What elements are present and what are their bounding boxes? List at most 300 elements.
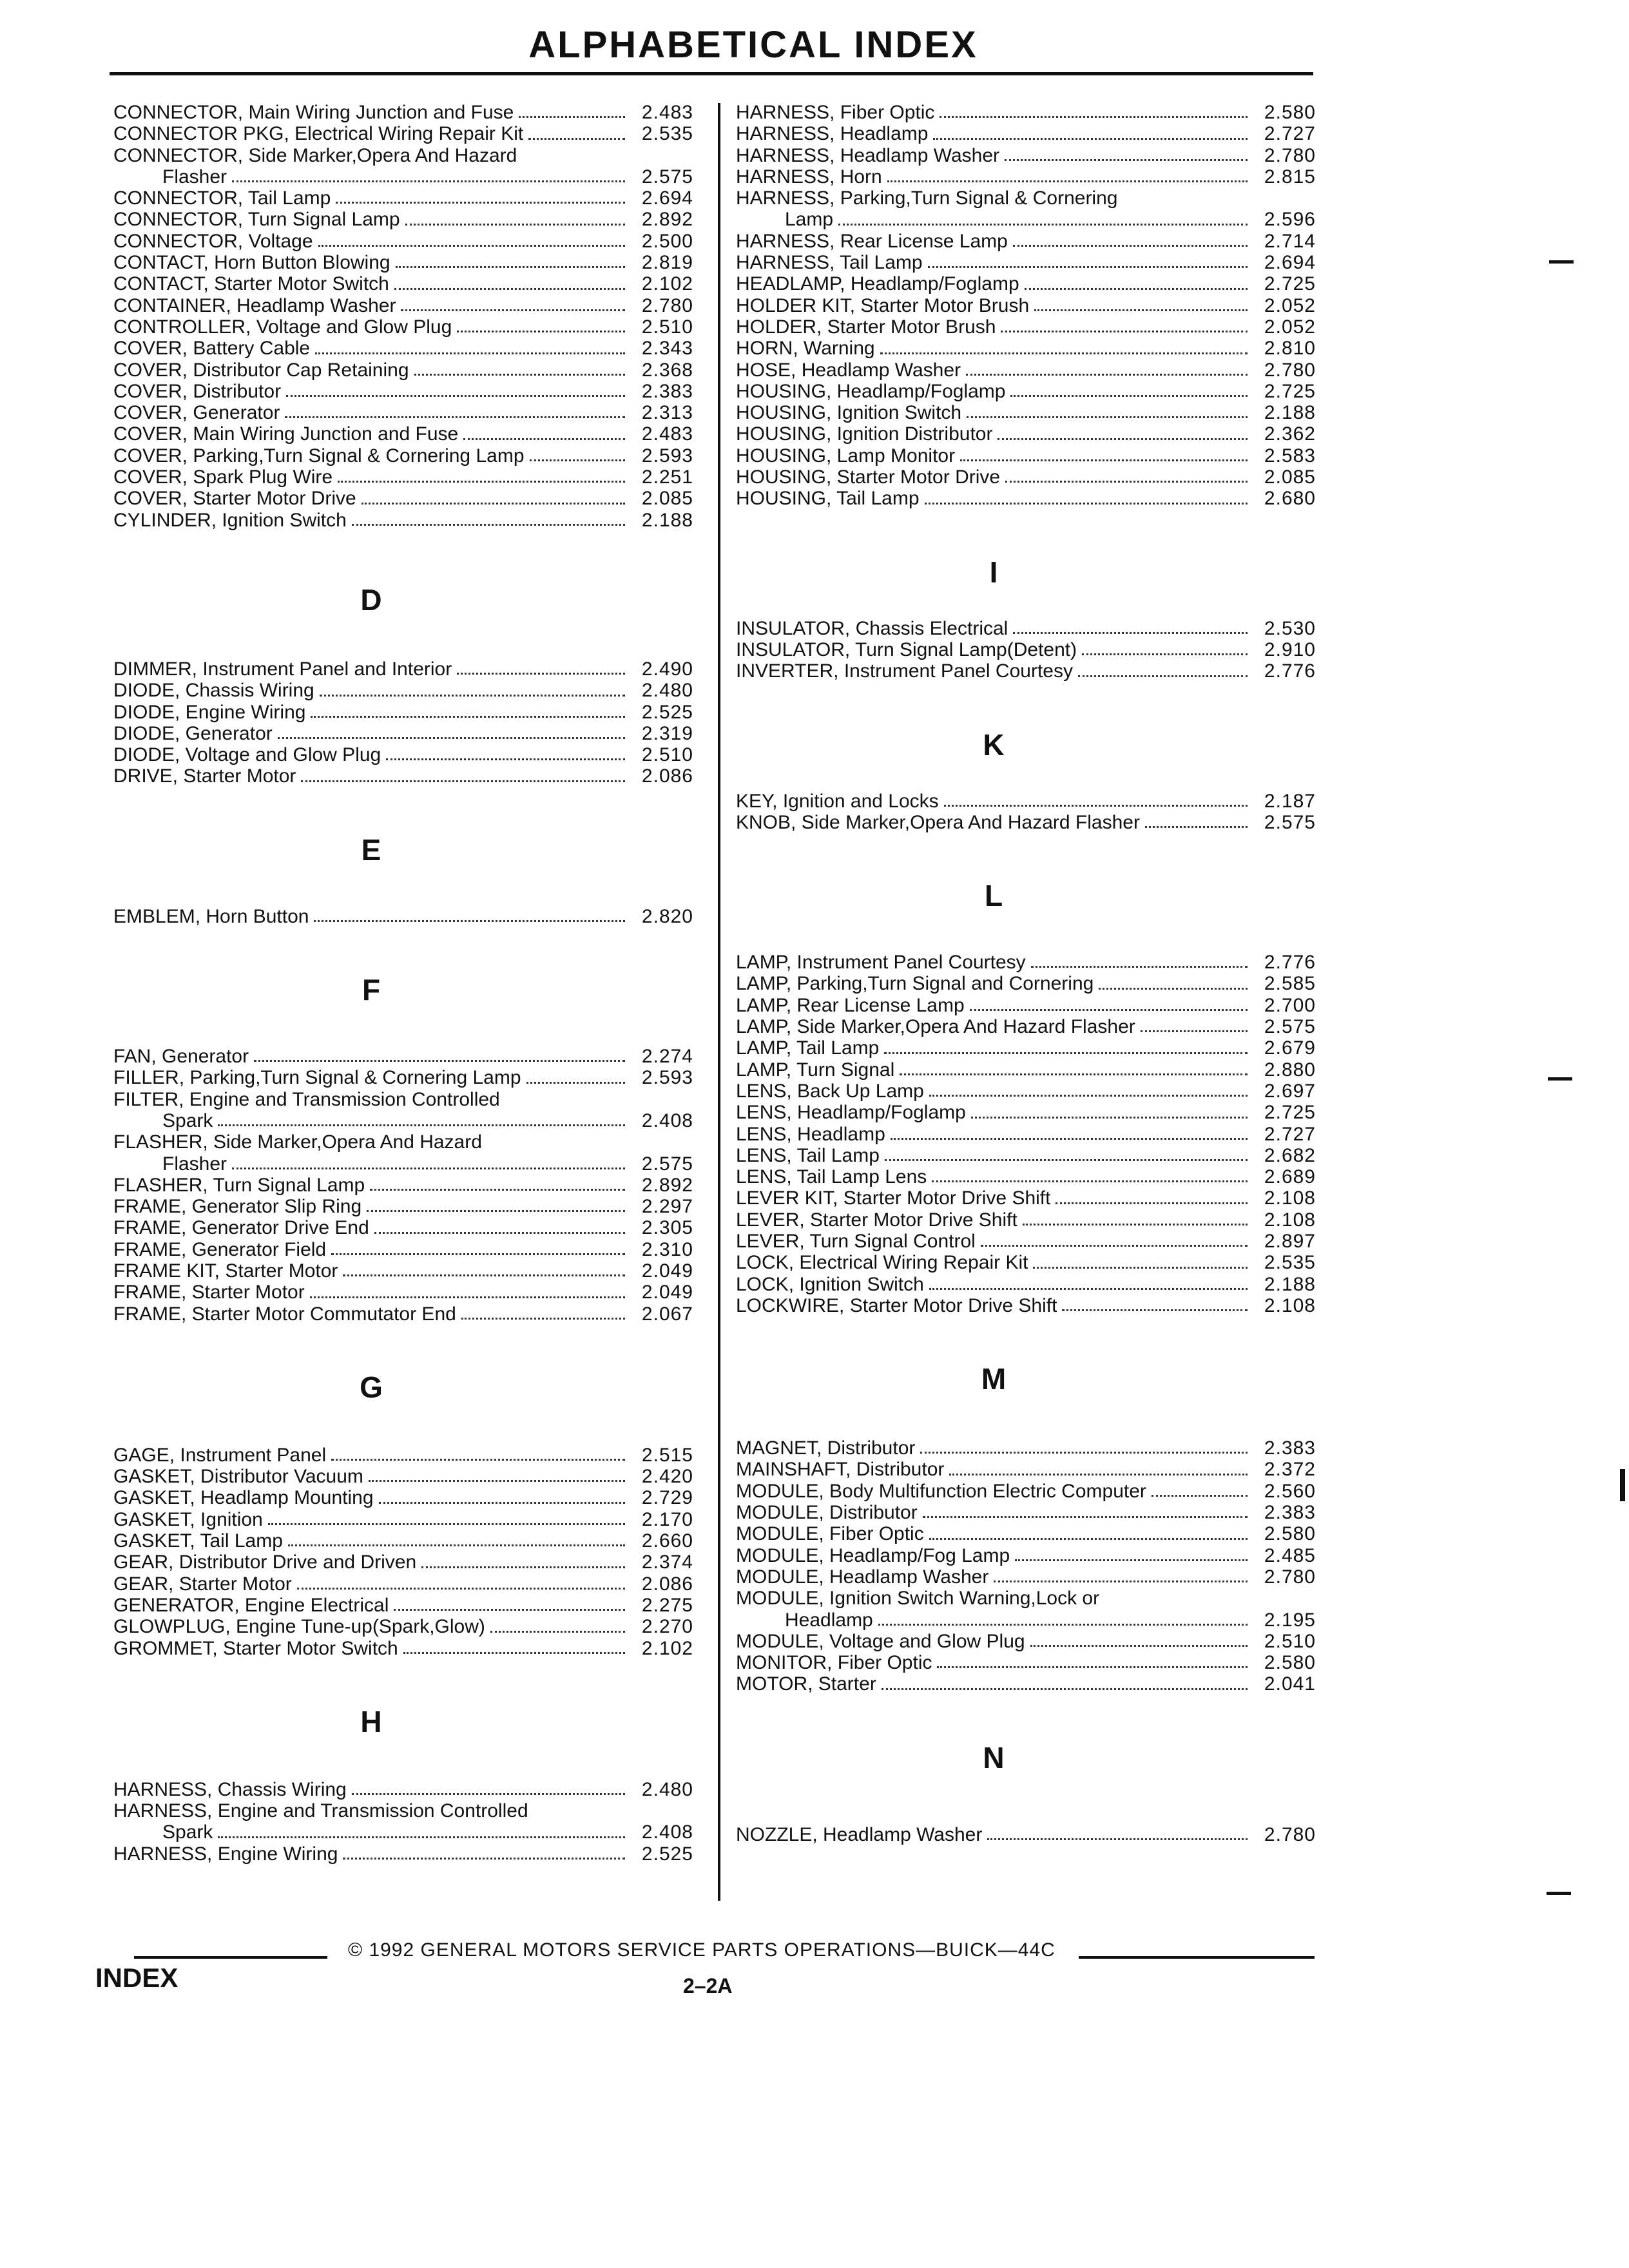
index-entry bbox=[113, 1595, 693, 1616]
dot-leader bbox=[343, 1274, 625, 1276]
index-entry bbox=[113, 209, 693, 230]
entry-label: LENS, Tail Lamp bbox=[736, 1144, 880, 1166]
entry-label: HOSE, Headlamp Washer bbox=[736, 359, 961, 381]
entry-page-number: 2.343 bbox=[641, 338, 693, 360]
index-entry bbox=[113, 166, 693, 187]
entry-page-number: 2.383 bbox=[1264, 1437, 1316, 1459]
entry-page-number: 2.780 bbox=[1264, 1566, 1316, 1588]
index-entry bbox=[113, 1552, 693, 1573]
dot-leader bbox=[386, 758, 625, 760]
index-entry bbox=[113, 906, 693, 927]
entry-page-number: 2.052 bbox=[1264, 294, 1316, 316]
entry-page-number: 2.483 bbox=[641, 102, 693, 123]
dot-leader bbox=[526, 1082, 625, 1084]
entry-label-continued: Lamp bbox=[785, 209, 834, 231]
index-entry bbox=[113, 1638, 693, 1659]
dot-leader bbox=[933, 138, 1248, 140]
dot-leader bbox=[463, 438, 625, 440]
index-entry bbox=[113, 1282, 693, 1303]
margin-mark bbox=[1547, 1892, 1571, 1895]
entry-label: MODULE, Ignition Switch Warning,Lock or bbox=[736, 1588, 1100, 1610]
dot-leader bbox=[414, 374, 625, 376]
entry-label: CONTACT, Starter Motor Switch bbox=[113, 273, 389, 295]
index-entry-label bbox=[736, 1588, 1316, 1609]
dot-leader bbox=[457, 331, 625, 332]
entry-label: FRAME, Starter Motor bbox=[113, 1282, 305, 1303]
entry-label: HOUSING, Headlamp/Foglamp bbox=[736, 380, 1006, 402]
index-entry bbox=[736, 231, 1316, 252]
dot-leader bbox=[925, 503, 1248, 505]
entry-label: DIODE, Chassis Wiring bbox=[113, 680, 314, 702]
index-entry bbox=[736, 423, 1316, 445]
entry-label: HOUSING, Ignition Switch bbox=[736, 402, 962, 424]
dot-leader bbox=[966, 374, 1248, 376]
index-entry bbox=[113, 702, 693, 723]
footer-copyright: © 1992 GENERAL MOTORS SERVICE PARTS OPERATIONS—BUICK—44C bbox=[348, 1939, 1055, 1961]
index-entry bbox=[736, 1209, 1316, 1231]
index-entry bbox=[113, 402, 693, 423]
dot-leader bbox=[530, 459, 626, 461]
entry-page-number: 2.086 bbox=[641, 1573, 693, 1595]
section-heading-n: N bbox=[983, 1740, 1005, 1774]
index-entry bbox=[736, 1166, 1316, 1187]
index-entry bbox=[113, 102, 693, 123]
entry-label: MAINSHAFT, Distributor bbox=[736, 1459, 945, 1481]
right-index-column bbox=[736, 102, 1316, 1845]
entry-label: GROMMET, Starter Motor Switch bbox=[113, 1637, 398, 1659]
entry-label: LEVER, Starter Motor Drive Shift bbox=[736, 1209, 1017, 1231]
entry-page-number: 2.694 bbox=[1264, 252, 1316, 274]
entry-label: CONNECTOR, Main Wiring Junction and Fuse bbox=[113, 102, 514, 123]
dot-leader bbox=[320, 695, 625, 697]
entry-page-number: 2.910 bbox=[1264, 639, 1316, 660]
entry-page-number: 2.810 bbox=[1264, 338, 1316, 360]
dot-leader bbox=[361, 503, 625, 505]
dot-leader bbox=[401, 309, 625, 311]
dot-leader bbox=[1034, 309, 1248, 311]
index-entry bbox=[736, 295, 1316, 316]
index-entry bbox=[736, 1016, 1316, 1037]
entry-label-continued: Spark bbox=[162, 1110, 213, 1131]
dot-leader bbox=[1099, 988, 1248, 990]
entry-page-number: 2.776 bbox=[1264, 660, 1316, 682]
entry-label: NOZZLE, Headlamp Washer bbox=[736, 1823, 983, 1845]
dot-leader bbox=[1025, 288, 1248, 290]
index-entry bbox=[736, 1523, 1316, 1544]
index-entry bbox=[736, 145, 1316, 166]
entry-label: COVER, Distributor bbox=[113, 380, 282, 402]
entry-label: FILLER, Parking,Turn Signal & Cornering Lamp bbox=[113, 1067, 521, 1089]
entry-page-number: 2.575 bbox=[1264, 811, 1316, 833]
entry-label: LAMP, Tail Lamp bbox=[736, 1037, 880, 1059]
entry-page-number: 2.593 bbox=[641, 1067, 693, 1089]
entry-label: FRAME, Generator Drive End bbox=[113, 1217, 369, 1239]
dot-leader bbox=[944, 805, 1248, 807]
entry-page-number: 2.188 bbox=[1264, 1273, 1316, 1295]
entry-page-number: 2.305 bbox=[641, 1217, 693, 1239]
entry-page-number: 2.727 bbox=[1264, 123, 1316, 145]
dot-leader bbox=[1013, 632, 1248, 634]
entry-page-number: 2.480 bbox=[641, 680, 693, 702]
entry-label: HARNESS, Tail Lamp bbox=[736, 252, 923, 274]
entry-page-number: 2.729 bbox=[641, 1487, 693, 1509]
entry-page-number: 2.819 bbox=[641, 252, 693, 274]
section-heading-g: G bbox=[360, 1370, 383, 1404]
index-entry bbox=[736, 1274, 1316, 1295]
entry-label: COVER, Starter Motor Drive bbox=[113, 488, 356, 510]
entry-page-number: 2.525 bbox=[641, 701, 693, 723]
entry-label: LOCK, Electrical Wiring Repair Kit bbox=[736, 1252, 1028, 1274]
entry-page-number: 2.515 bbox=[641, 1444, 693, 1466]
footer-rule-left bbox=[134, 1956, 327, 1959]
dot-leader bbox=[396, 266, 625, 268]
dot-leader bbox=[1001, 331, 1248, 332]
entry-label: KNOB, Side Marker,Opera And Hazard Flasher bbox=[736, 811, 1140, 833]
entry-label: LAMP, Side Marker,Opera And Hazard Flasher bbox=[736, 1016, 1135, 1038]
entry-page-number: 2.714 bbox=[1264, 230, 1316, 252]
entry-page-number: 2.682 bbox=[1264, 1144, 1316, 1166]
index-entry bbox=[736, 488, 1316, 509]
dot-leader bbox=[301, 780, 625, 782]
entry-label: MODULE, Fiber Optic bbox=[736, 1523, 924, 1545]
entry-page-number: 2.383 bbox=[1264, 1502, 1316, 1524]
entry-page-number: 2.188 bbox=[641, 509, 693, 531]
entry-page-number: 2.583 bbox=[1264, 445, 1316, 466]
entry-label: MODULE, Headlamp/Fog Lamp bbox=[736, 1544, 1010, 1566]
dot-leader bbox=[331, 1253, 625, 1255]
entry-page-number: 2.580 bbox=[1264, 102, 1316, 123]
entry-page-number: 2.085 bbox=[641, 488, 693, 510]
section-heading-e: E bbox=[361, 832, 381, 867]
entry-page-number: 2.408 bbox=[641, 1821, 693, 1843]
index-entry bbox=[113, 488, 693, 509]
entry-label: FAN, Generator bbox=[113, 1046, 249, 1068]
entry-label: HARNESS, Headlamp Washer bbox=[736, 144, 1000, 166]
index-entry bbox=[113, 295, 693, 316]
index-entry bbox=[113, 744, 693, 765]
index-entry bbox=[736, 1059, 1316, 1081]
index-entry bbox=[113, 1843, 693, 1865]
index-entry bbox=[736, 973, 1316, 994]
dot-leader bbox=[421, 1566, 625, 1568]
entry-page-number: 2.490 bbox=[641, 658, 693, 680]
title-rule bbox=[110, 72, 1313, 75]
index-entry bbox=[736, 166, 1316, 187]
entry-label: DIODE, Generator bbox=[113, 722, 273, 744]
dot-leader bbox=[838, 224, 1248, 226]
dot-leader bbox=[379, 1502, 625, 1504]
entry-label: GASKET, Headlamp Mounting bbox=[113, 1487, 374, 1509]
dot-leader bbox=[967, 416, 1248, 418]
index-entry bbox=[736, 1545, 1316, 1566]
index-entry bbox=[113, 680, 693, 701]
entry-page-number: 2.815 bbox=[1264, 166, 1316, 187]
entry-page-number: 2.535 bbox=[1264, 1252, 1316, 1274]
dot-leader bbox=[920, 1452, 1248, 1454]
entry-label: LOCKWIRE, Starter Motor Drive Shift bbox=[736, 1294, 1057, 1316]
entry-label: HARNESS, Fiber Optic bbox=[736, 102, 935, 123]
entry-page-number: 2.374 bbox=[641, 1552, 693, 1573]
dot-leader bbox=[352, 524, 625, 526]
index-entry bbox=[113, 1445, 693, 1466]
index-entry bbox=[736, 1824, 1316, 1845]
index-entry bbox=[113, 1530, 693, 1552]
entry-label: FRAME, Generator Slip Ring bbox=[113, 1196, 362, 1218]
entry-page-number: 2.780 bbox=[1264, 359, 1316, 381]
dot-leader bbox=[929, 1538, 1248, 1540]
entry-label: FRAME, Starter Motor Commutator End bbox=[113, 1303, 456, 1325]
dot-leader bbox=[394, 1609, 625, 1611]
dot-leader bbox=[370, 1189, 625, 1191]
entry-label: HOUSING, Tail Lamp bbox=[736, 488, 920, 510]
entry-label: MODULE, Distributor bbox=[736, 1502, 918, 1524]
entry-page-number: 2.170 bbox=[641, 1508, 693, 1530]
entry-label: LENS, Headlamp/Foglamp bbox=[736, 1102, 966, 1124]
entry-page-number: 2.725 bbox=[1264, 273, 1316, 295]
dot-leader bbox=[884, 1052, 1248, 1054]
section-heading-f: F bbox=[361, 973, 381, 1007]
dot-leader bbox=[998, 438, 1248, 440]
entry-label: COVER, Parking,Turn Signal & Cornering Lamp bbox=[113, 445, 525, 466]
entry-label: CONNECTOR, Side Marker,Opera And Hazard bbox=[113, 144, 517, 166]
entry-label: EMBLEM, Horn Button bbox=[113, 905, 309, 927]
entry-page-number: 2.585 bbox=[1264, 973, 1316, 995]
section-heading-l: L bbox=[984, 879, 1003, 913]
index-entry bbox=[736, 995, 1316, 1016]
entry-label: COVER, Main Wiring Junction and Fuse bbox=[113, 423, 459, 445]
entry-page-number: 2.420 bbox=[641, 1466, 693, 1488]
index-entry bbox=[113, 1821, 693, 1843]
entry-page-number: 2.679 bbox=[1264, 1037, 1316, 1059]
entry-label: MONITOR, Fiber Optic bbox=[736, 1652, 932, 1674]
index-entry bbox=[736, 466, 1316, 488]
dot-leader bbox=[374, 1232, 625, 1234]
entry-label: DIODE, Voltage and Glow Plug bbox=[113, 744, 381, 766]
entry-label: MOTOR, Starter bbox=[736, 1673, 876, 1695]
index-entry bbox=[113, 1046, 693, 1067]
index-entry bbox=[113, 1175, 693, 1196]
entry-page-number: 2.049 bbox=[641, 1260, 693, 1282]
entry-page-number: 2.780 bbox=[1264, 1823, 1316, 1845]
index-entry bbox=[113, 187, 693, 209]
index-entry bbox=[736, 1652, 1316, 1673]
entry-page-number: 2.725 bbox=[1264, 1102, 1316, 1124]
dot-leader bbox=[297, 1588, 625, 1590]
entry-label: CONNECTOR, Tail Lamp bbox=[113, 187, 331, 209]
index-entry bbox=[113, 466, 693, 488]
index-entry bbox=[113, 445, 693, 466]
entry-label: GASKET, Distributor Vacuum bbox=[113, 1466, 363, 1488]
index-entry bbox=[113, 273, 693, 294]
entry-label: MODULE, Headlamp Washer bbox=[736, 1566, 989, 1588]
footer-section-label: INDEX bbox=[95, 1963, 178, 1993]
entry-page-number: 2.408 bbox=[641, 1110, 693, 1131]
entry-page-number: 2.368 bbox=[641, 359, 693, 381]
entry-label-continued: Flasher bbox=[162, 1153, 227, 1175]
section-heading-m: M bbox=[981, 1362, 1007, 1396]
dot-leader bbox=[900, 1073, 1248, 1075]
entry-label: HEADLAMP, Headlamp/Foglamp bbox=[736, 273, 1019, 295]
entry-page-number: 2.575 bbox=[641, 166, 693, 187]
index-entry bbox=[113, 1779, 693, 1800]
margin-mark bbox=[1620, 1469, 1625, 1501]
entry-label: FRAME, Generator Field bbox=[113, 1238, 327, 1260]
index-entry bbox=[736, 209, 1316, 230]
entry-label: INSULATOR, Chassis Electrical bbox=[736, 617, 1008, 639]
entry-label: CONNECTOR, Voltage bbox=[113, 230, 313, 252]
entry-page-number: 2.580 bbox=[1264, 1523, 1316, 1545]
dot-leader bbox=[880, 352, 1248, 354]
index-entry bbox=[113, 252, 693, 273]
index-entry bbox=[736, 1502, 1316, 1523]
index-entry bbox=[736, 1037, 1316, 1059]
entry-label: CONNECTOR, Turn Signal Lamp bbox=[113, 209, 400, 231]
entry-label: CONTAINER, Headlamp Washer bbox=[113, 294, 396, 316]
entry-page-number: 2.575 bbox=[641, 1153, 693, 1175]
entry-label: CONNECTOR PKG, Electrical Wiring Repair Kit bbox=[113, 123, 524, 145]
dot-leader bbox=[987, 1838, 1248, 1840]
entry-label: GEAR, Starter Motor bbox=[113, 1573, 292, 1595]
dot-leader bbox=[1078, 675, 1248, 677]
entry-label: LAMP, Instrument Panel Courtesy bbox=[736, 952, 1026, 974]
dot-leader bbox=[314, 920, 625, 922]
index-entry bbox=[113, 1067, 693, 1088]
entry-label: HOUSING, Starter Motor Drive bbox=[736, 466, 1001, 488]
entry-label: HARNESS, Parking,Turn Signal & Cornering bbox=[736, 187, 1118, 209]
index-entry bbox=[736, 1102, 1316, 1123]
entry-page-number: 2.593 bbox=[641, 445, 693, 466]
entry-page-number: 2.052 bbox=[1264, 316, 1316, 338]
index-entry bbox=[736, 660, 1316, 682]
dot-leader bbox=[1013, 245, 1248, 247]
index-entry bbox=[736, 639, 1316, 660]
entry-label: FLASHER, Turn Signal Lamp bbox=[113, 1174, 365, 1196]
dot-leader bbox=[929, 1288, 1248, 1290]
entry-label: HOUSING, Ignition Distributor bbox=[736, 423, 993, 445]
entry-label: GASKET, Tail Lamp bbox=[113, 1530, 283, 1552]
dot-leader bbox=[285, 416, 625, 418]
dot-leader bbox=[288, 1544, 625, 1546]
entry-page-number: 2.041 bbox=[1264, 1673, 1316, 1695]
entry-page-number: 2.480 bbox=[641, 1778, 693, 1800]
entry-label: HOLDER, Starter Motor Brush bbox=[736, 316, 996, 338]
entry-label: MAGNET, Distributor bbox=[736, 1437, 916, 1459]
entry-page-number: 2.085 bbox=[1264, 466, 1316, 488]
entry-page-number: 2.500 bbox=[641, 230, 693, 252]
entry-page-number: 2.530 bbox=[1264, 617, 1316, 639]
dot-leader bbox=[1055, 1202, 1248, 1204]
entry-page-number: 2.102 bbox=[641, 1637, 693, 1659]
entry-label: COVER, Distributor Cap Retaining bbox=[113, 359, 409, 381]
entry-label: DIMMER, Instrument Panel and Interior bbox=[113, 658, 452, 680]
entry-label: INSULATOR, Turn Signal Lamp(Detent) bbox=[736, 639, 1077, 660]
dot-leader bbox=[232, 1168, 625, 1169]
entry-page-number: 2.510 bbox=[1264, 1630, 1316, 1652]
entry-label: FRAME KIT, Starter Motor bbox=[113, 1260, 338, 1282]
entry-page-number: 2.897 bbox=[1264, 1230, 1316, 1252]
dot-leader bbox=[232, 180, 625, 182]
dot-leader bbox=[971, 1117, 1248, 1119]
index-entry bbox=[736, 402, 1316, 423]
dot-leader bbox=[981, 1245, 1248, 1247]
index-entry bbox=[113, 1153, 693, 1175]
index-entry bbox=[113, 360, 693, 381]
entry-page-number: 2.310 bbox=[641, 1238, 693, 1260]
index-entry bbox=[736, 1252, 1316, 1273]
entry-label: LOCK, Ignition Switch bbox=[736, 1273, 924, 1295]
dot-leader bbox=[1023, 1224, 1248, 1225]
entry-label: FLASHER, Side Marker,Opera And Hazard bbox=[113, 1131, 482, 1153]
index-entry bbox=[113, 423, 693, 445]
index-entry bbox=[113, 1110, 693, 1131]
index-entry bbox=[736, 102, 1316, 123]
entry-label: LAMP, Parking,Turn Signal and Cornering bbox=[736, 973, 1094, 995]
index-entry bbox=[113, 1573, 693, 1595]
entry-page-number: 2.892 bbox=[641, 1174, 693, 1196]
entry-label: GEAR, Distributor Drive and Driven bbox=[113, 1552, 417, 1573]
entry-page-number: 2.535 bbox=[641, 123, 693, 145]
entry-page-number: 2.689 bbox=[1264, 1166, 1316, 1188]
index-entry bbox=[736, 1231, 1316, 1252]
index-entry bbox=[736, 1124, 1316, 1145]
dot-leader bbox=[403, 1652, 625, 1654]
dot-leader bbox=[928, 266, 1248, 268]
index-entry bbox=[736, 1459, 1316, 1480]
index-entry bbox=[113, 765, 693, 787]
index-entry-label bbox=[113, 1131, 693, 1153]
dot-leader bbox=[336, 202, 625, 204]
section-heading-h: H bbox=[360, 1704, 382, 1738]
entry-page-number: 2.251 bbox=[641, 466, 693, 488]
entry-label: LAMP, Rear License Lamp bbox=[736, 994, 965, 1016]
dot-leader bbox=[278, 737, 625, 739]
page-title: ALPHABETICAL INDEX bbox=[528, 24, 978, 66]
entry-page-number: 2.820 bbox=[641, 905, 693, 927]
entry-page-number: 2.108 bbox=[1264, 1294, 1316, 1316]
dot-leader bbox=[882, 1688, 1248, 1690]
dot-leader bbox=[929, 1095, 1248, 1097]
entry-label: LENS, Back Up Lamp bbox=[736, 1080, 924, 1102]
entry-page-number: 2.697 bbox=[1264, 1080, 1316, 1102]
entry-page-number: 2.049 bbox=[641, 1282, 693, 1303]
entry-page-number: 2.108 bbox=[1264, 1187, 1316, 1209]
dot-leader bbox=[405, 224, 625, 226]
entry-page-number: 2.780 bbox=[1264, 144, 1316, 166]
entry-page-number: 2.313 bbox=[641, 402, 693, 424]
entry-label: GLOWPLUG, Engine Tune-up(Spark,Glow) bbox=[113, 1616, 485, 1638]
entry-page-number: 2.274 bbox=[641, 1046, 693, 1068]
entry-page-number: 2.383 bbox=[641, 380, 693, 402]
entry-page-number: 2.694 bbox=[641, 187, 693, 209]
dot-leader bbox=[315, 352, 625, 354]
index-entry bbox=[736, 1295, 1316, 1316]
section-heading-k: K bbox=[983, 727, 1005, 762]
dot-leader bbox=[218, 1124, 625, 1126]
index-entry bbox=[736, 618, 1316, 639]
index-entry bbox=[113, 1487, 693, 1508]
entry-label: HARNESS, Engine Wiring bbox=[113, 1843, 338, 1865]
dot-leader bbox=[369, 1480, 625, 1482]
index-entry bbox=[113, 510, 693, 531]
dot-leader bbox=[1010, 395, 1248, 397]
index-entry bbox=[736, 812, 1316, 833]
entry-label: LEVER KIT, Starter Motor Drive Shift bbox=[736, 1187, 1051, 1209]
dot-leader bbox=[1031, 966, 1248, 968]
dot-leader bbox=[1062, 1309, 1248, 1311]
index-entry-label bbox=[113, 145, 693, 166]
entry-page-number: 2.483 bbox=[641, 423, 693, 445]
index-entry bbox=[113, 123, 693, 144]
